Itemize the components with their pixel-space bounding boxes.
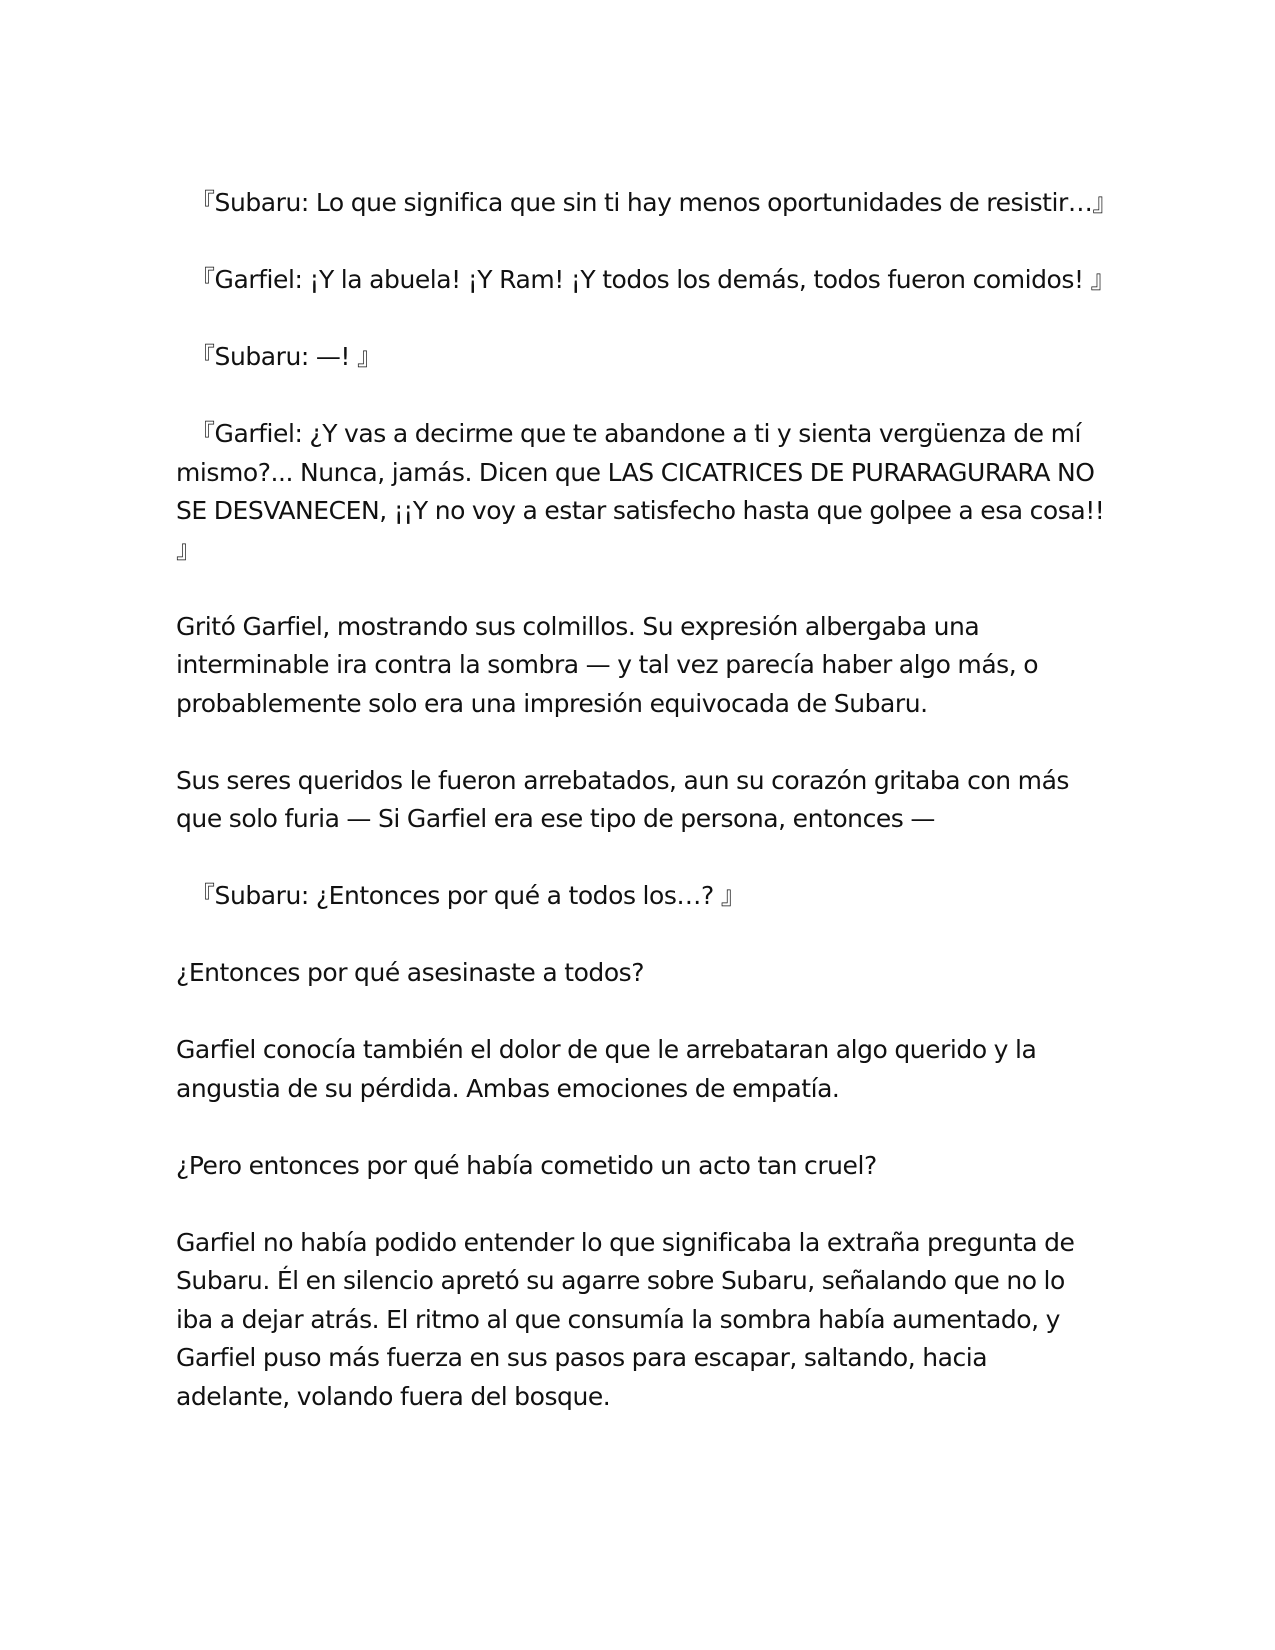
narration-paragraph: Garfiel no había podido entender lo que significaba la extraña pregunta de Subaru. Él en silencio apretó su agarre sobre Subaru, señalando que no lo iba a dejar atrás. El ritmo al que consumía la sombra había aumentado, y Garfiel puso más fuerza en sus pasos para escapar, saltando, hacia adelante, volando fuera del bosque.	[176, 1227, 1075, 1411]
narration-paragraph: ¿Entonces por qué asesinaste a todos?	[176, 958, 645, 987]
dialogue-paragraph: 『Subaru: —! 』	[176, 342, 382, 371]
narration-paragraph: Sus seres queridos le fueron arrebatados, aun su corazón gritaba con más que solo furia — Si Garfiel era ese tipo de persona, entonces —	[176, 765, 1070, 833]
text-body	[176, 184, 1117, 1416]
narration-paragraph: Garfiel conocía también el dolor de que le arrebataran algo querido y la angustia de su pérdida. Ambas emociones de empatía.	[176, 1035, 1037, 1103]
narration-paragraph: Gritó Garfiel, mostrando sus colmillos. Su expresión albergaba una interminable ira contra la sombra — y tal vez parecía haber algo más, o probablemente solo era una impresión equivocada de Subaru.	[176, 611, 1039, 718]
narration-paragraph: ¿Pero entonces por qué había cometido un acto tan cruel?	[176, 1150, 877, 1180]
dialogue-paragraph: 『Garfiel: ¡Y la abuela! ¡Y Ram! ¡Y todos los demás, todos fueron comidos! 』	[176, 265, 1116, 294]
dialogue-paragraph: 『Subaru: ¿Entonces por qué a todos los…? 』	[176, 881, 746, 910]
dialogue-paragraph: 『Garfiel: ¿Y vas a decirme que te abandone a ti y sienta vergüenza de mí mismo?... Nunca, jamás. Dicen que LAS CICATRICES DE PURARAGURARA NO SE DESVANECEN, ¡¡Y no voy a estar satisfecho hasta que golpee a esa cosa!! 』	[176, 419, 1105, 564]
dialogue-paragraph: 『Subaru: Lo que significa que sin ti hay menos oportunidades de resistir…』	[176, 188, 1117, 217]
